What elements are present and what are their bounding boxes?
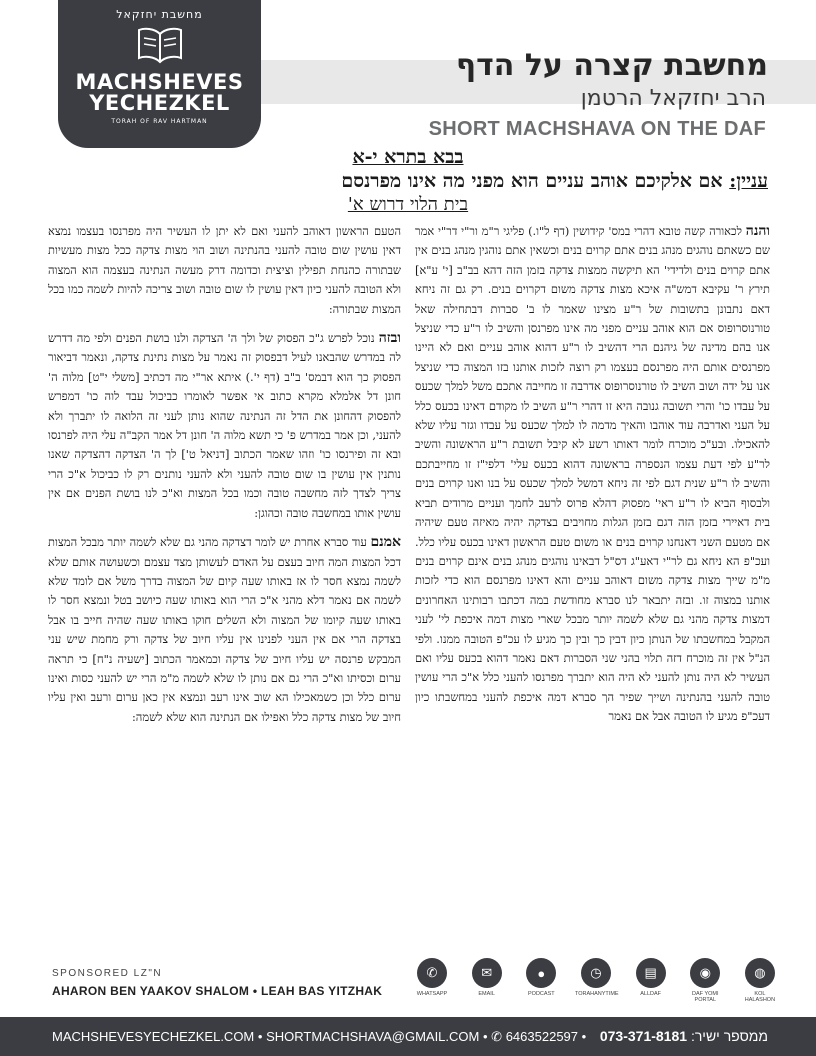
platform-link-podcast[interactable] (520, 958, 562, 1003)
platform-label: KOL HALASHON (744, 991, 776, 1003)
platform-links (411, 958, 781, 1003)
page-title-english: SHORT MACHSHAVA ON THE DAF (428, 118, 766, 140)
platform-link-email[interactable] (466, 958, 508, 1003)
phone-number[interactable]: 6463522597 (505, 1029, 579, 1044)
paragraph (48, 329, 401, 523)
hotline-number[interactable]: 073-371-8181 (599, 1028, 688, 1044)
paragraph-opener: ובזה (378, 330, 401, 347)
paragraph-text: לכאורה קשה טובא דהרי במס' קידושין (דף ל"ו.) פליגי ר"מ ור"י דר"י אמר שם כשאתם נוהגים מנהג בנים אתם קרוים בנים וכשאין אתם נוהגין מנהג בנים אין אתם קרוים בנים ולדידי' הא תיקשה ממצות צדקה בזמן הזה דהא בב"ב [י' ע"א] תירץ ר' עקיבא דמש"ה איכא מצות צדקה משום דקרוים בנים. רק גם זה ניחא דאם נתבונן בתשובות של ר"ע מצינו שאמר לו ב' סברות דבתחילה שאל טורנוסרופוס אם הוא אוהב עניים מפני מה אינו מפרנסן והשיב לו ר"ע כדי שניצל אנו בהם מדינה של גיהנם הרי דהשיב לו ר"ע דהוא אוהב עניים ואם לא היינו מפרנסים אותם היה מפרנסם בעצמו רק רוצה לזכות אותנו בזו המצוה כדי שניצל אנו על ידה ושוב השיב לו טורנוסרופוס אדרבה זו מחייבה אתכם משל למלך שכעס על עבדו כו' והרי תשובה גנובה היא זו דהרי ר"ע השיב לו מקודם דאינו בכעס כלל על העני ואדרבה עוד אוהבו והאיך מדמה לו למלך שכעס על עבדו וגזר עליו שלא להאכילו. ובע"כ מוכרח לומר דאותו רשע לא קיבל תשובת ר"ע הראשונה והשיב לר"ע לפי דעת עצמו הנספרה בראשונה דהוא בכעס עלי' דלפי"ז זו מחייבתכם והשיב לו ר"ע שנית דגם לפי זה ניחא דמשל למלך שכעס על בנו ואנו קרוים בנים ולבסוף הביא לו ר"ע ראי' מפסוק דהלא פרוס לרעב לחמך ועניים מרודים תביא בית דאיירי בזמן הזה דגם בזמן הגלות מחויבים בצדקה יהיה מאיזה טעם שיהיה אם מטעם השני דאנחנו קרוים בנים או משום טעם הראשון דאינו בכעס עליו כלל. ועכ"פ הא ניחא גם לר"י דאע"ג דס"ל דבאינו נוהגים מנהג בנים אינם קרוים בנים מ"מ שייך מצות צדקה משום דאוהב עניים והא דאינו מפרנסם הוא כדי לזכות אותנו במצוה זו. ובזה יתבאר לנו סברא מחודשת במה דכתבו רבותינו האחרונים דמצות צדקה מהני גם שלא לשמה יותר מבכל שארי מצות דמה איכפת לי' לעני המקבל במחשבתו של הנותן כיון דבין כך ובין כך מגיע לו עכ"פ הטובה ממנו. ולפי הנ"ל אין זה מוכרח דזה תלוי בהני שני הסברות דאם נאמר דהוא בכעס עליו ואם העשיר לא היה נותן להעני לא היה הוא יתברך מפרנסו להעני כלל א"כ הרי עושין טובה להעני בהנתינה ושייך שפיר הך סברא דמה איכפת להעני במחשבתו כיון דעכ"פ מגיע לו הטובה אבל אם נאמר (415, 224, 770, 724)
platform-link-kol-halashon[interactable] (739, 958, 781, 1003)
platform-label: PODCAST (528, 991, 555, 997)
whatsapp-small-icon: ✆ (491, 1029, 503, 1044)
torahanytime-icon: ◷ (581, 958, 611, 988)
separator: • (482, 1029, 488, 1044)
paragraph-opener: אמנם (370, 534, 401, 551)
platform-label: EMAIL (478, 991, 495, 997)
source-reference: בית הלוי דרוש א' (347, 194, 469, 215)
hotline-label: ממספר ישיר: (690, 1028, 768, 1044)
platform-link-torahanytime[interactable] (575, 958, 617, 1003)
page-title-hebrew: מחשבת קצרה על הדף (455, 48, 768, 83)
platform-link-alldaf[interactable] (630, 958, 672, 1003)
body-column-left (48, 222, 401, 950)
daf-reference: בבא בתרא י-א (352, 146, 464, 168)
topic-heading (341, 170, 768, 193)
topic-text: אם אלקיכם אוהב עניים הוא מפני מה אינו מפרנסם (341, 170, 723, 192)
alldaf-icon: ▤ (636, 958, 666, 988)
sponsor-block (52, 968, 382, 998)
platform-link-whatsapp[interactable] (411, 958, 453, 1003)
email-link[interactable]: SHORTMACHSHAVA@GMAIL.COM (266, 1029, 480, 1044)
separator: • (257, 1029, 263, 1044)
daf-yomi-portal-icon: ◉ (690, 958, 720, 988)
kol-halashon-icon: ◍ (745, 958, 775, 988)
platform-label: ALLDAF (640, 991, 662, 997)
paragraph (48, 222, 401, 319)
sponsor-names: AHARON BEN YAAKOV SHALOM • LEAH BAS YITZHAK (52, 984, 383, 998)
paragraph-text: עוד סברא אחרת יש לומר דצדקה מהני גם שלא לשמה יותר מבכל המצות דכל המצות המה חיוב בעצם על האדם לעשותן מצד עצמם וכשעושה אותם שלא לשמה נמצא חסר לו אז באותו שעה קיום של המצוה בדרך משל אם לומד שלא לשמה אם נאמר דלא מהני א"כ הרי הוא באותו שעה כיושב בטל ונמצא חסר לו באותו שעה קיומו של המצוה ולא השלים חוקו באותו שעה שהיה חייב בו אבל בצדקה הרי אם אין העני לפנינו אין עליו חיוב של צדקה ורק מחמת שיש עני המבקש פרנסה יש עליו חיוב של צדקה וכמאמר הכתוב [ישעיה נ"ח] כי תראה ערום וכסיתו וא"כ הרי גם אם נותן לו שלא לשמה מ"מ הרי יש להעני כסות ואינו ערום כלל וכן כשמאכילו הא שוב אינו רעב ונמצא אין כאן ערום ורעב ואין עליו חיוב של מצות צדקה כלל ואפילו אם הנתינה הוא שלא לשמה: (48, 535, 401, 724)
podcast-icon: ● (526, 958, 556, 988)
platform-label: TORAHANYTIME (574, 991, 619, 997)
whatsapp-icon: ✆ (417, 958, 447, 988)
paragraph-opener: והנה (745, 223, 770, 239)
logo-wordmark (58, 72, 261, 114)
platform-label: WHATSAPP (416, 991, 448, 997)
website-link[interactable]: MACHSHEVESYECHEZKEL.COM (52, 1029, 255, 1044)
body-column-right (415, 222, 770, 950)
open-book-icon (136, 24, 184, 64)
sponsor-label: SPONSORED LZ"N (52, 968, 163, 979)
hotline (600, 1028, 768, 1044)
footer-bar (0, 1017, 816, 1056)
separator: • (581, 1029, 587, 1044)
logo-hebrew-text: מחשבת יחזקאל (116, 8, 203, 21)
author-name-hebrew: הרב יחזקאל הרטמן (580, 86, 766, 111)
logo (58, 0, 261, 148)
platform-link-daf-yomi-portal[interactable] (684, 958, 726, 1003)
logo-tagline: TORAH OF RAV HARTMAN (111, 118, 208, 125)
logo-line-1: MACHSHEVES (75, 70, 244, 94)
topic-label: עניין: (729, 170, 768, 192)
logo-line-2: YECHEZKEL (89, 91, 230, 115)
email-icon: ✉ (472, 958, 502, 988)
paragraph-text: נוכל לפרש ג"כ הפסוק של ולך ה' הצדקה ולנו בושת הפנים ולפי מה דדרש לה במדרש שהבאנו לעיל דבפסוק זה נאמר על מצות נתינת צדקה, ונאמר דביאור הפסוק כך הוא דבמס' ב"ב (דף י'.) איתא אר"י מה דכתיב [משלי י"ט] מלוה ה' חונן דל אלמלא מקרא כתוב אי אפשר לאומרו כביכול עבד לוה כו' דמפרש להפסוק דהחונן את הדל זה הנתינה שהוא נותן לעני זה הלואה לו יתברך ולא להעני, וכן אמר במדרש פ' כי תשא מלוה ה' חונן דל אמר הקב"ה עלי היה לפרנסו ובא זה ופירנסו כו' וזהו שאמר הכתוב [דניאל ט'] לך ה' הצדקה דהצדקה שאנו נותנין אין עושין בו שום טובה להעני ולא להעני נותנים רק לו כביכול א"כ הרי צריך לצדך לזה מחשבה טובה וכמו בכל המצות וא"כ לנו בושת הפנים אם אין עושין אותו במחשבה טובה וכהוגן: (48, 331, 401, 520)
paragraph (48, 533, 401, 727)
platform-label: DAF YOMI PORTAL (692, 991, 719, 1003)
paragraph (415, 222, 770, 727)
paragraph-text: הטעם הראשון דאוהב להעני ואם לא יתן לו העשיר היה מפרנסו בעצמו נמצא דאין עושין שום טובה להעני בהנתינה ושוב הוי מצות צדקה ככל מצות מעשיות שבתורה כהנחת תפילין וציצית וכדומה דרק מעשה הנתינה בעצמה הוא המצוה ולא הטובה להעני כיון דאין עושין לו שום טובה ושוב צריכה להיות לשמה כמו בכל המצות שבתורה: (48, 224, 401, 316)
footer-contacts (52, 1029, 586, 1045)
